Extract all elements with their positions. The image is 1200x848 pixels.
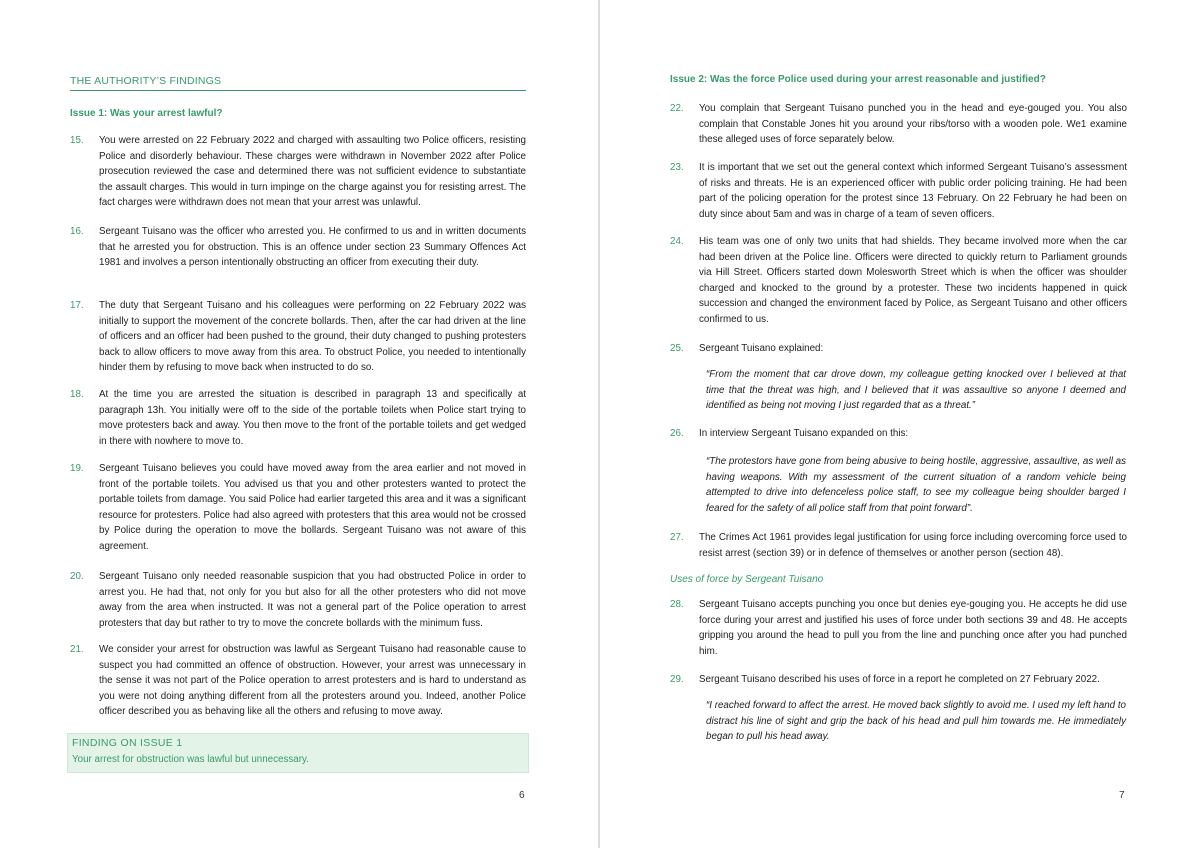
paragraph-18 [70,387,526,449]
section-title: THE AUTHORITY’S FINDINGS [70,75,526,91]
paragraph-29 [670,672,1127,688]
paragraph-text: Sergeant Tuisano described his uses of force in a report he completed on 27 February 2022. [699,674,1100,685]
paragraph-text: You complain that Sergeant Tuisano punched you in the head and eye-gouged you. You also complain that Constable Jones hit you around your ribs/torso with a wooden pole. We1 examine these alleged uses of force separately below. [699,103,1127,145]
paragraph-text: Sergeant Tuisano explained: [699,343,824,354]
paragraph-27 [670,530,1127,561]
paragraph-15 [70,133,526,211]
finding-text: Your arrest for obstruction was lawful but unnecessary. [72,754,309,765]
finding-title: FINDING ON ISSUE 1 [72,737,183,749]
paragraph-number: 28. [670,599,684,610]
paragraph-28 [670,597,1127,659]
paragraph-26 [670,426,1127,442]
paragraph-text: It is important that we set out the general context which informed Sergeant Tuisano’s assessment of risks and threats. He is an experienced officer with public order policing training. He had been part of the policing operation for the protest since 13 February. On 22 February he had been on duty since about 5am and was in charge of a team of seven officers. [699,162,1127,220]
paragraph-22 [670,101,1127,148]
paragraph-text: Sergeant Tuisano accepts punching you once but denies eye-gouging you. He accepts he did use force during your arrest and justified his uses of force under both sections 39 and 48. He accepts gripping you around the head to pull you from the line and punching once after you had punched him. [699,599,1127,657]
paragraph-number: 29. [670,674,684,685]
paragraph-number: 15. [70,135,84,146]
paragraph-16 [70,224,526,271]
paragraph-number: 21. [70,644,84,655]
paragraph-21 [70,642,526,720]
finding-box [67,733,529,773]
paragraph-text: Sergeant Tuisano only needed reasonable suspicion that you had obstructed Police in order to arrest you. He had that, not only for you but also for all the other protesters who did not move away from the area when instructed. It was not a general part of the Police operation to arrest protesters that day but rather to try to move the concrete bollards with the minimum fuss. [99,571,526,629]
paragraph-text: In interview Sergeant Tuisano expanded on this: [699,428,909,439]
paragraph-text: We consider your arrest for obstruction was lawful as Sergeant Tuisano had reasonable cause to suspect you had committed an offence of obstruction. However, your arrest was unnecessary in the sense it was not part of the Police operation to arrest protesters and is hard to understand as you were not doing anything different from all the protesters around you. Indeed, another Police officer described you as behaving like all the others and refusing to move away. [99,644,526,717]
paragraph-number: 25. [670,343,684,354]
uses-of-force-subheading: Uses of force by Sergeant Tuisano [670,574,824,585]
right-page [600,0,1200,848]
paragraph-number: 24. [670,236,684,247]
paragraph-number: 26. [670,428,684,439]
paragraph-19 [70,461,526,554]
quote-block: “The protestors have gone from being abusive to being hostile, aggressive, assaultive, as well as having weapons. With my assessment of the current situation of a random vehicle being attempted to drive into defenceless police staff, to see my colleague being shoulder barged I feared for the safety of all police staff from that point forward”. [706,456,1126,514]
paragraph-17 [70,298,526,376]
paragraph-25 [670,341,1127,357]
left-page [0,0,598,848]
quote-block: “From the moment that car drove down, my colleague getting knocked over I believed at that time that the threat was high, and I believed that it was assaultive so anyone I deemed and identified as being not moving I just regarded that as a threat.” [706,369,1126,411]
issue-1-heading: Issue 1: Was your arrest lawful? [70,108,223,119]
paragraph-text: The Crimes Act 1961 provides legal justification for using force including overcoming force used to resist arrest (section 39) or in defence of themselves or another person (section 48). [699,532,1127,559]
paragraph-20 [70,569,526,631]
paragraph-number: 22. [670,103,684,114]
quote-block: “I reached forward to affect the arrest. He moved back slightly to avoid me. I used my left hand to distract his line of sight and grip the back of his head and pull him towards me. He immediately began to pull his head away. [706,700,1126,742]
paragraph-text: At the time you are arrested the situation is described in paragraph 13 and specifically at paragraph 13h. You initially were off to the side of the portable toilets when Police start trying to move protesters back and away. You then move to the front of the portable toilets and get wedged in there with nowhere to move to. [99,389,526,447]
paragraph-number: 16. [70,226,84,237]
paragraph-24 [670,234,1127,327]
paragraph-text: Sergeant Tuisano believes you could have moved away from the area earlier and not moved in front of the portable toilets. You advised us that you and other protesters wanted to protect the portable toilets from damage. You said Police had earlier targeted this area and it was a significant resource for protesters. Police had also agreed with protesters that this area would not be crossed by Police during the operation to move the bollards. Sergeant Tuisano was not aware of this agreement. [99,463,526,552]
issue-2-heading: Issue 2: Was the force Police used during your arrest reasonable and justified? [670,74,1046,85]
page-number: 6 [519,790,525,801]
paragraph-text: You were arrested on 22 February 2022 and charged with assaulting two Police officers, resisting Police and disorderly behaviour. These charges were withdrawn in November 2022 after Police prosecution reviewed the case and determined there was not sufficient evidence to substantiate the assault charges. This would in turn impinge on the charge against you for resisting arrest. The fact charges were withdrawn does not mean that your arrest was unlawful. [99,135,526,208]
page-number: 7 [1119,790,1125,801]
paragraph-text: Sergeant Tuisano was the officer who arrested you. He confirmed to us and in written documents that he arrested you for obstruction. This is an offence under section 23 Summary Offences Act 1981 and involves a person intentionally obstructing an officer from executing their duty. [99,226,526,268]
paragraph-23 [670,160,1127,222]
paragraph-text: His team was one of only two units that had shields. They became involved more when the car had been driven at the Police line. Officers were directed to quickly return to Parliament grounds via Hill Street. Officers started down Molesworth Street which is when the officer was shoulder charged and knocked to the ground by a protester. These two incidents happened in quick succession and changed the environment faced by Police, as Sergeant Tuisano and other officers confirmed to us. [699,236,1127,325]
paragraph-number: 19. [70,463,84,474]
paragraph-number: 27. [670,532,684,543]
paragraph-number: 18. [70,389,84,400]
paragraph-number: 20. [70,571,84,582]
paragraph-number: 23. [670,162,684,173]
paragraph-number: 17. [70,300,84,311]
paragraph-text: The duty that Sergeant Tuisano and his colleagues were performing on 22 February 2022 was initially to support the movement of the concrete bollards. Then, after the car had driven at the line of officers and an officer had been pushed to the ground, their duty changed to pushing protesters back to allow officers to move away from this area. To obstruct Police, you needed to intentionally hinder them by refusing to move back when instructed to do so. [99,300,526,373]
